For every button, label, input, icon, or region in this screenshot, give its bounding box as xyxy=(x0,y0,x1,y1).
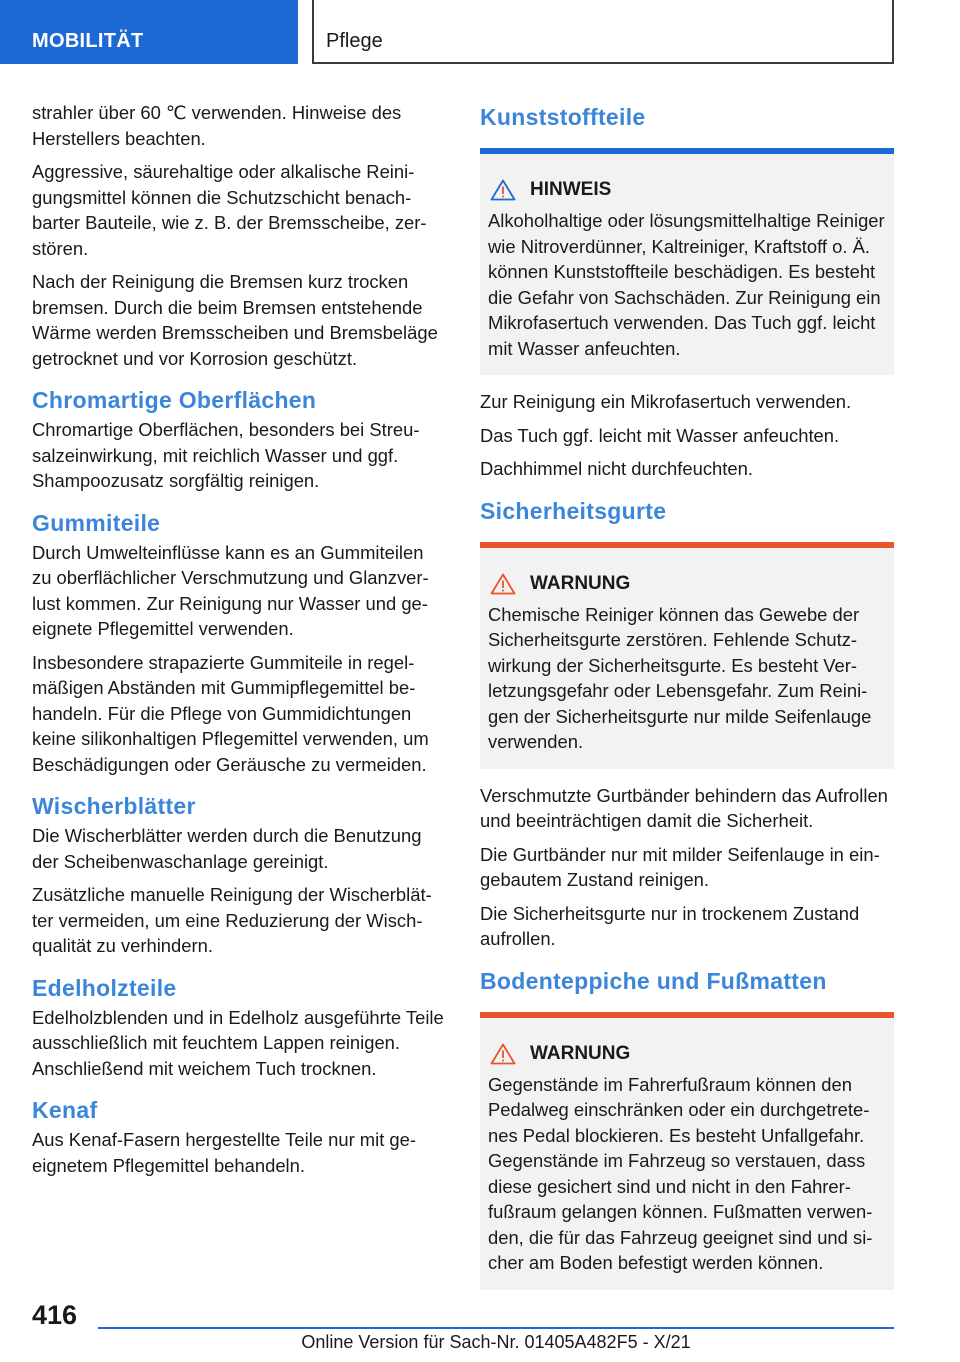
paragraph: strahler über 60 ℃ verwenden. Hinweise des Herstellers beachten. xyxy=(32,102,402,149)
warning-box xyxy=(480,548,894,769)
paragraph: Edelholzblenden und in Edelholz ausgeführte Teile ausschließlich mit feuchtem Lappen reinigen. Anschließend mit weichem Tuch trocknen. xyxy=(32,1006,444,1079)
paragraph: Die Wischerblätter werden durch die Benutzung der Scheibenwaschanlage gereinigt. xyxy=(32,825,422,872)
warning-triangle-icon xyxy=(490,179,516,201)
heading-kunststoffteile: Kunststoffteile xyxy=(480,104,646,130)
section-title: MOBILITÄT xyxy=(32,30,144,52)
heading-wischerblaetter: Wischerblätter xyxy=(32,793,196,819)
warning-label: WARNUNG xyxy=(530,1042,631,1064)
paragraph: Die Gurtbänder nur mit milder Seifenlauge in eingebautem Zustand reinigen. xyxy=(480,843,880,890)
paragraph: Aggressive, säurehaltige oder alkalische Reinigungsmittel können die Schutzschicht benachbarter Bauteile, wie z. B. der Bremsscheibe, zerstören. xyxy=(32,161,427,259)
warning-triangle-icon xyxy=(490,1043,516,1065)
topic-title: Pflege xyxy=(326,30,383,52)
paragraph: Chromartige Oberflächen, besonders bei Streusalzeinwirkung, mit reichlich Wasser und ggf. Shampoozusatz sorgfältig reinigen. xyxy=(32,419,420,491)
warning-text: Chemische Reiniger können das Gewebe der Sicherheitsgurte zerstören. Fehlende Schutzwirkung der Sicherheitsgurte. Es besteht Verletzungsgefahr oder Lebensgefahr. Zum Reinigen der Sicherheitsgurte nur milde Seifenlauge verwenden. xyxy=(488,603,872,752)
page-number: 416 xyxy=(32,1300,78,1330)
topic-tab xyxy=(312,0,894,64)
heading-gummiteile: Gummiteile xyxy=(32,509,161,536)
notice-text: Alkoholhaltige oder lösungsmittelhaltige Reiniger wie Nitroverdünner, Kaltreiniger, Kraftstoff o. Ä. können Kunststoffteile beschädigen. Es besteht die Gefahr von Sachschäden. Zur Reinigung ein Mikrofasertuch verwenden. Das Tuch ggf. leicht mit Wasser anfeuchten. xyxy=(488,210,885,359)
right-column xyxy=(480,100,894,1304)
footer-version-text: Online Version für Sach-Nr. 01405A482F5 - X/21 xyxy=(301,1332,691,1352)
notice-header xyxy=(488,176,886,204)
paragraph: Dachhimmel nicht durchfeuchten. xyxy=(480,458,753,479)
section-tab xyxy=(0,0,298,64)
warning-header xyxy=(488,1040,886,1068)
warning-text: Gegenstände im Fahrerfußraum können den Pedalweg einschränken oder ein durchgetretenes Pedal blockieren. Es besteht Unfallgefahr. Gegenstände im Fahrzeug so verstauen, dass diese gesichert sind und nicht in den Fahrerfußraum gelangen können. Fußmatten verwenden, die für das Fahrzeug geeignet sind und sicher am Boden befestigt werden können. xyxy=(488,1073,873,1273)
heading-sicherheitsgurte: Sicherheitsgurte xyxy=(480,497,667,524)
warning-triangle-icon xyxy=(490,573,516,595)
paragraph: Die Sicherheitsgurte nur in trockenem Zustand aufrollen. xyxy=(480,902,860,949)
left-column xyxy=(32,100,444,1186)
heading-chromartige-oberflaechen: Chromartige Oberflächen xyxy=(32,387,317,413)
heading-bodenteppiche: Bodenteppiche und Fußmatten xyxy=(480,967,827,994)
paragraph: Zusätzliche manuelle Reinigung der Wischerblätter vermeiden, um eine Reduzierung der Wischqualität zu verhindern. xyxy=(32,884,432,956)
warning-box xyxy=(480,1018,894,1290)
paragraph: Durch Umwelteinflüsse kann es an Gummiteilen zu oberflächlicher Verschmutzung und Glanzverlust kommen. Zur Reinigung nur Wasser und geeignete Pflegemittel verwenden. xyxy=(32,541,429,639)
paragraph: Verschmutzte Gurtbänder behindern das Aufrollen und beeinträchtigen damit die Sicherheit. xyxy=(480,784,888,831)
paragraph: Das Tuch ggf. leicht mit Wasser anfeuchten. xyxy=(480,424,840,446)
footer-rule xyxy=(98,1327,894,1329)
paragraph: Insbesondere strapazierte Gummiteile in regelmäßigen Abständen mit Gummipflegemittel behandeln. Für die Pflege von Gummidichtungen keine silikonhaltigen Pflegemittel verwenden, um Beschädigungen oder Geräusche zu vermeiden. xyxy=(32,651,429,775)
notice-label: HINWEIS xyxy=(530,179,612,200)
notice-box xyxy=(480,154,894,375)
heading-edelholzteile: Edelholzteile xyxy=(32,974,177,1001)
warning-header xyxy=(488,570,886,598)
paragraph: Zur Reinigung ein Mikrofasertuch verwenden. xyxy=(480,391,852,412)
heading-kenaf: Kenaf xyxy=(32,1097,98,1123)
paragraph: Aus Kenaf-Fasern hergestellte Teile nur mit geeignetem Pflegemittel behandeln. xyxy=(32,1129,417,1176)
paragraph: Nach der Reinigung die Bremsen kurz trocken bremsen. Durch die beim Bremsen entstehende Wärme werden Bremsscheiben und Bremsbeläge getrocknet und vor Korrosion geschützt. xyxy=(32,271,438,369)
warning-label: WARNUNG xyxy=(530,572,631,594)
